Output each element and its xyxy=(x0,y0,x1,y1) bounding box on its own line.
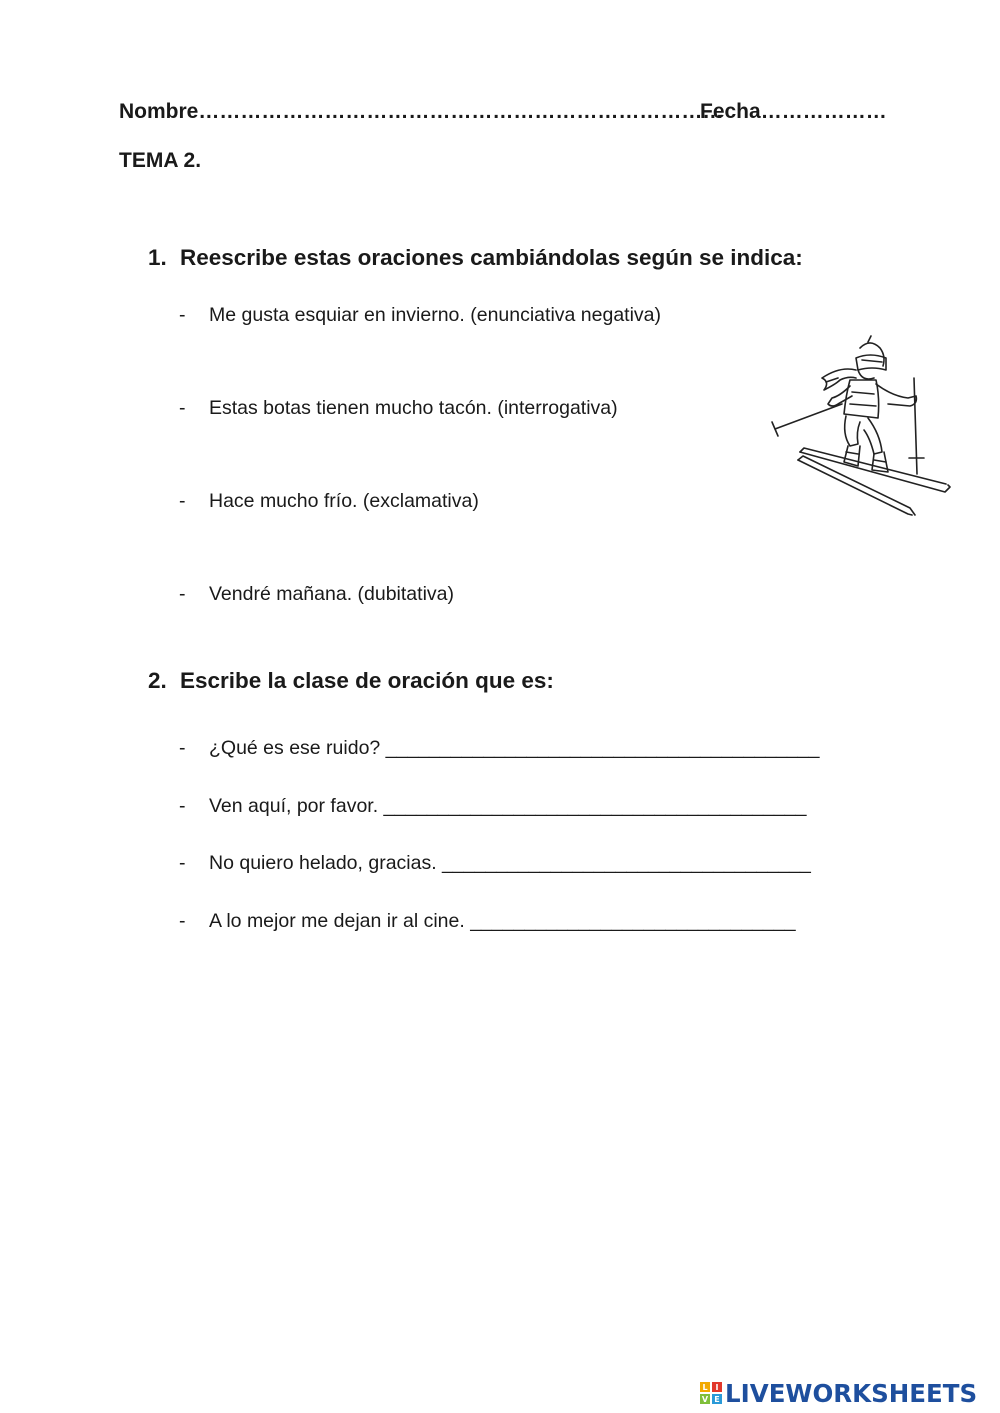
logo-block: L xyxy=(700,1382,710,1392)
page-title: TEMA 2. xyxy=(119,149,202,172)
list-bullet: - xyxy=(179,795,186,817)
sentence-text: Hace mucho frío. (exclamativa) xyxy=(209,490,479,512)
logo-block: I xyxy=(712,1382,722,1392)
list-item xyxy=(179,852,811,875)
list-item xyxy=(179,397,618,420)
list-item xyxy=(179,583,454,606)
list-bullet: - xyxy=(179,910,186,932)
sentence-text: Vendré mañana. (dubitativa) xyxy=(209,583,454,605)
list-item xyxy=(179,910,796,933)
brand-name: LIVEWORKSHEETS xyxy=(725,1378,978,1408)
sentence-text: Me gusta esquiar en invierno. (enunciativa negativa) xyxy=(209,304,662,326)
logo-blocks-icon xyxy=(700,1382,722,1404)
list-item xyxy=(179,737,819,760)
date-field-label: Fecha……………… xyxy=(700,100,887,123)
answer-line[interactable]: Ven aquí, por favor. _______________________________________ xyxy=(209,795,807,817)
answer-line[interactable]: ¿Qué es ese ruido? ________________________________________ xyxy=(209,737,820,759)
question-1-title: Reescribe estas oraciones cambiándolas según se indica: xyxy=(180,245,803,270)
question-2-heading xyxy=(148,668,554,694)
answer-line[interactable]: A lo mejor me dejan ir al cine. ______________________________ xyxy=(209,910,796,932)
list-bullet: - xyxy=(179,852,186,874)
list-bullet: - xyxy=(179,397,186,419)
question-2-number: 2. xyxy=(148,668,167,693)
logo-block: V xyxy=(701,1394,709,1404)
list-bullet: - xyxy=(179,737,186,759)
skier-icon xyxy=(770,334,952,518)
question-2-title: Escribe la clase de oración que es: xyxy=(180,668,554,693)
answer-line[interactable]: No quiero helado, gracias. __________________________________ xyxy=(209,852,811,874)
list-item xyxy=(179,795,807,818)
list-bullet: - xyxy=(179,490,186,512)
question-1-heading xyxy=(148,245,803,271)
sentence-text: Estas botas tienen mucho tacón. (interrogativa) xyxy=(209,397,618,419)
list-bullet: - xyxy=(179,304,186,326)
logo-block: E xyxy=(712,1394,722,1404)
list-item xyxy=(179,490,479,513)
name-field-label: Nombre………………………………………………………………… xyxy=(119,100,724,123)
question-1-number: 1. xyxy=(148,245,167,270)
liveworksheets-logo xyxy=(700,1378,977,1408)
list-bullet: - xyxy=(179,583,186,605)
list-item xyxy=(179,304,661,327)
